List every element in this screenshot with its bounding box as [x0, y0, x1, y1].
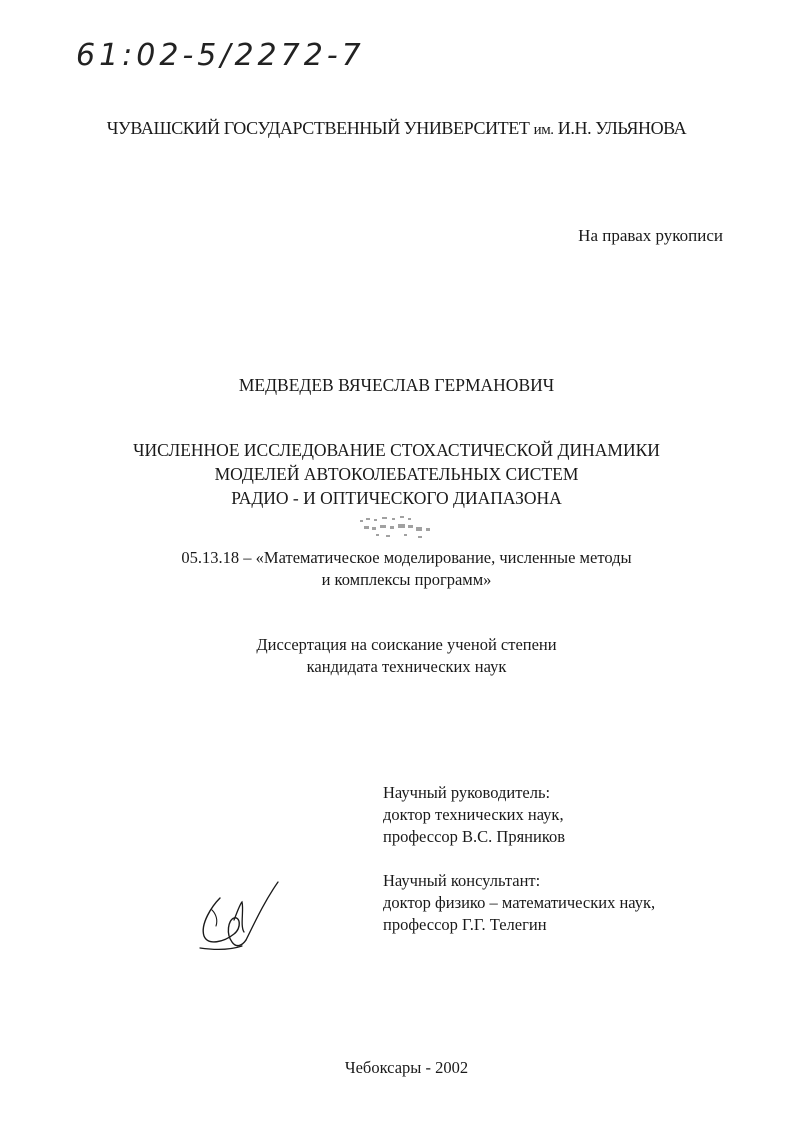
- supervisor-block: [383, 782, 743, 848]
- specialty-line: 05.13.18 – «Математическое моделирование, численные методы: [181, 548, 632, 567]
- degree-line: кандидата технических наук: [306, 657, 507, 676]
- university-prefix: ЧУВАШСКИЙ ГОСУДАРСТВЕННЫЙ УНИВЕРСИТЕТ: [106, 118, 530, 138]
- consultant-name: профессор Г.Г. Телегин: [383, 915, 547, 934]
- signature-icon: [190, 880, 285, 960]
- consultant-degree: доктор физико – математических наук,: [383, 893, 656, 912]
- specialty: [0, 547, 793, 591]
- specialty-line: и комплексы программ»: [321, 570, 492, 589]
- title-line: ЧИСЛЕННОЕ ИССЛЕДОВАНИЕ СТОХАСТИЧЕСКОЙ ДИНАМИКИ: [133, 440, 660, 460]
- degree-statement: [0, 634, 793, 678]
- university-im: им.: [533, 122, 554, 138]
- supervisor-name: профессор В.С. Пряников: [383, 827, 566, 846]
- author-name: МЕДВЕДЕВ ВЯЧЕСЛАВ ГЕРМАНОВИЧ: [238, 375, 555, 395]
- handwritten-archive-code: 61:02-5/2272-7: [76, 38, 365, 73]
- supervisor-degree: доктор технических наук,: [383, 805, 564, 824]
- degree-line: Диссертация на соискание ученой степени: [256, 635, 557, 654]
- consultant-block: [383, 870, 743, 936]
- city-year: Чебоксары - 2002: [344, 1058, 469, 1077]
- rights-note: На правах рукописи: [578, 226, 723, 245]
- supervisor-heading: Научный руководитель:: [383, 783, 551, 802]
- dissertation-title: [0, 438, 793, 510]
- university-name: [0, 118, 793, 139]
- title-line: РАДИО - И ОПТИЧЕСКОГО ДИАПАЗОНА: [231, 488, 562, 508]
- consultant-heading: Научный консультант:: [383, 871, 541, 890]
- title-line: МОДЕЛЕЙ АВТОКОЛЕБАТЕЛЬНЫХ СИСТЕМ: [214, 464, 579, 484]
- university-eponym: И.Н. УЛЬЯНОВА: [557, 118, 687, 138]
